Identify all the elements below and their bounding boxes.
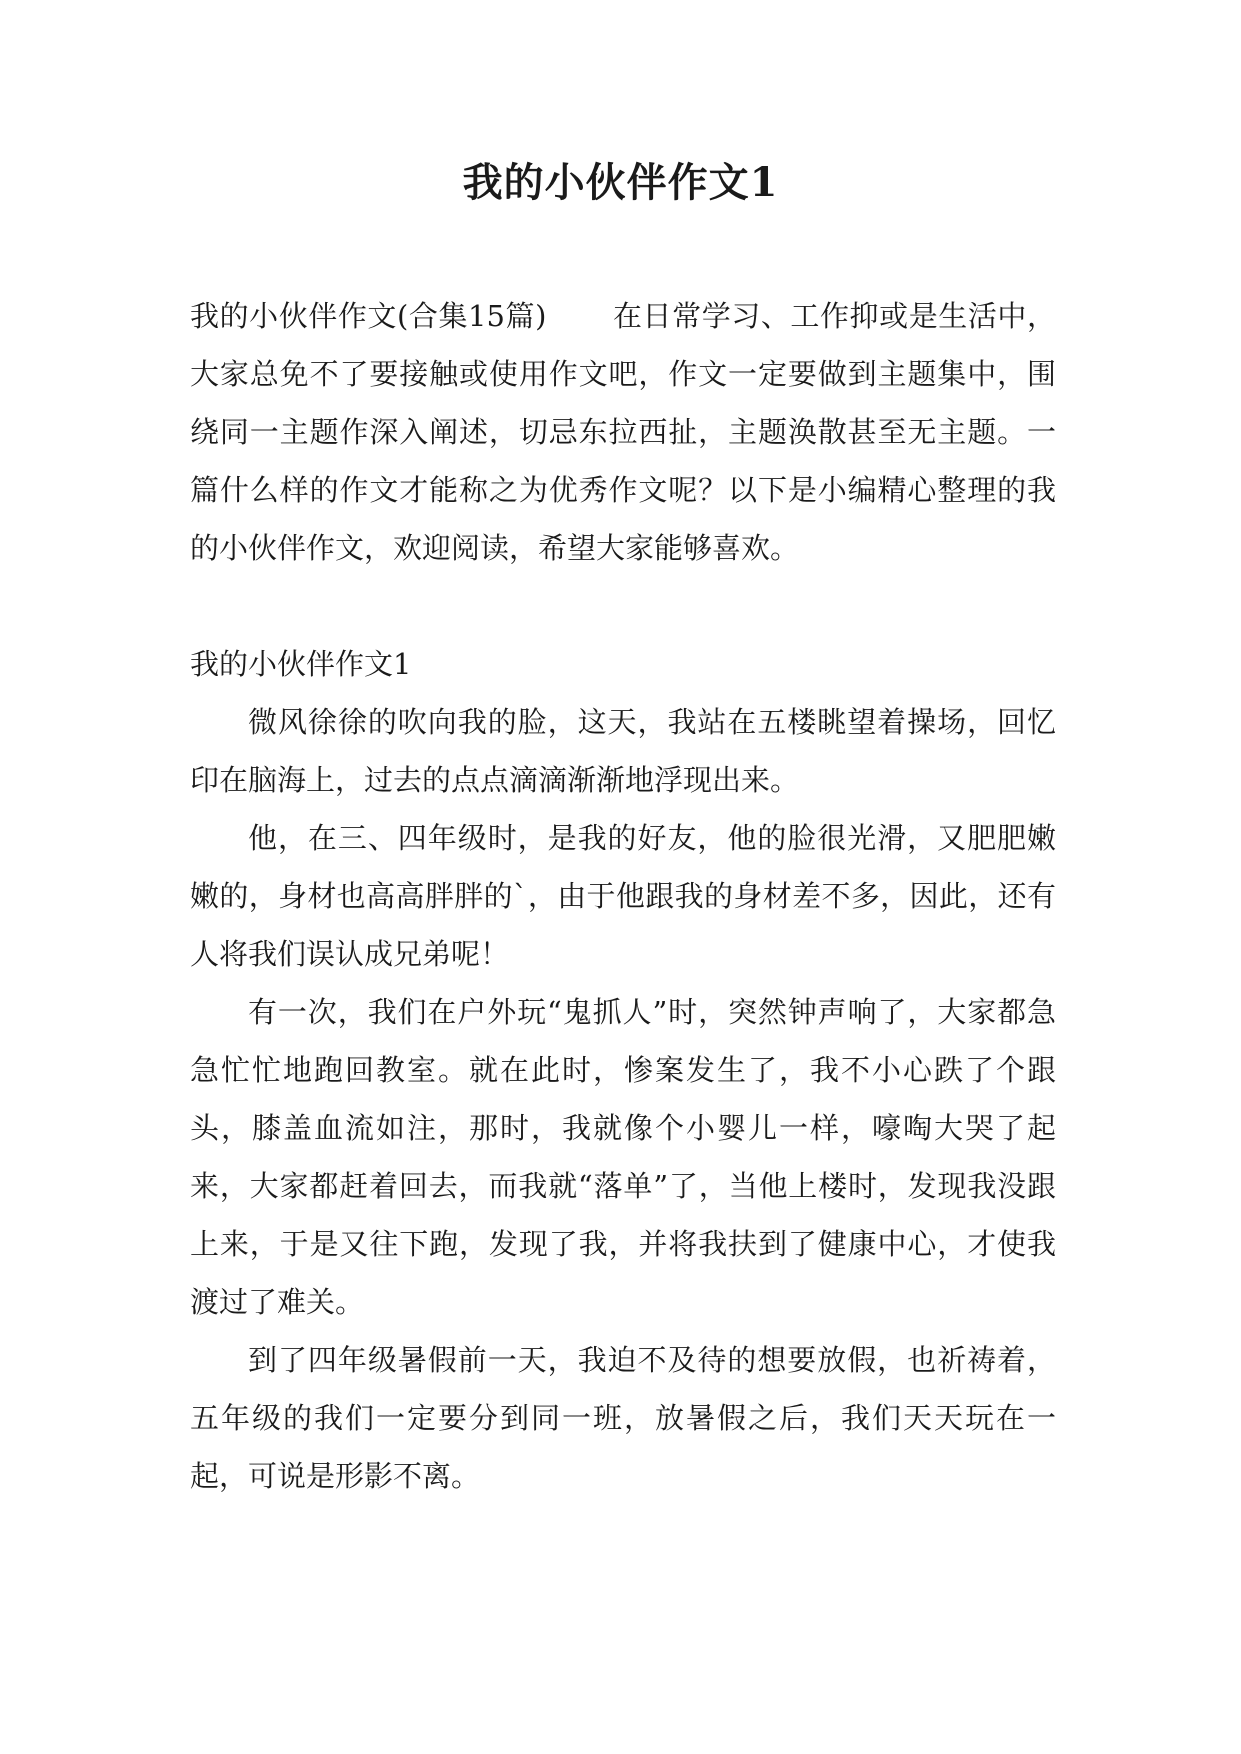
body-paragraph-3: 有一次，我们在户外玩“鬼抓人”时，突然钟声响了，大家都急急忙忙地跑回教室。就在此时，惨案发生了，我不小心跌了个跟头，膝盖血流如注，那时，我就像个小婴儿一样，嚎啕大哭了起来，大家都赶着回去，而我就“落单”了，当他上楼时，发现我没跟上来，于是又往下跑，发现了我，并将我扶到了健康中心，才使我渡过了难关。 — [190, 995, 1056, 1319]
intro-heading: 我的小伙伴作文(合集15篇) — [190, 299, 547, 333]
intro-paragraph — [190, 287, 1056, 577]
body-paragraph-2: 他，在三、四年级时，是我的好友，他的脸很光滑，又肥肥嫩嫩的，身材也高高胖胖的`，由于他跟我的身材差不多，因此，还有人将我们误认成兄弟呢！ — [190, 821, 1056, 971]
body-paragraph-4: 到了四年级暑假前一天，我迫不及待的想要放假，也祈祷着，五年级的我们一定要分到同一班，放暑假之后，我们天天玩在一起，可说是形影不离。 — [190, 1343, 1056, 1493]
document-title: 我的小伙伴作文1 — [462, 159, 779, 206]
section-spacer — [190, 577, 1056, 635]
intro-text: 在日常学习、工作抑或是生活中，大家总免不了要接触或使用作文吧，作文一定要做到主题集中，围绕同一主题作深入阐述，切忌东拉西扯，主题涣散甚至无主题。一篇什么样的作文才能称之为优秀作文呢？以下是小编精心整理的我的小伙伴作文，欢迎阅读，希望大家能够喜欢。 — [190, 299, 1056, 565]
document-body — [190, 287, 1056, 1505]
section-heading: 我的小伙伴作文1 — [190, 647, 412, 681]
body-paragraph-1: 微风徐徐的吹向我的脸，这天，我站在五楼眺望着操场，回忆印在脑海上，过去的点点滴滴渐渐地浮现出来。 — [190, 705, 1056, 797]
